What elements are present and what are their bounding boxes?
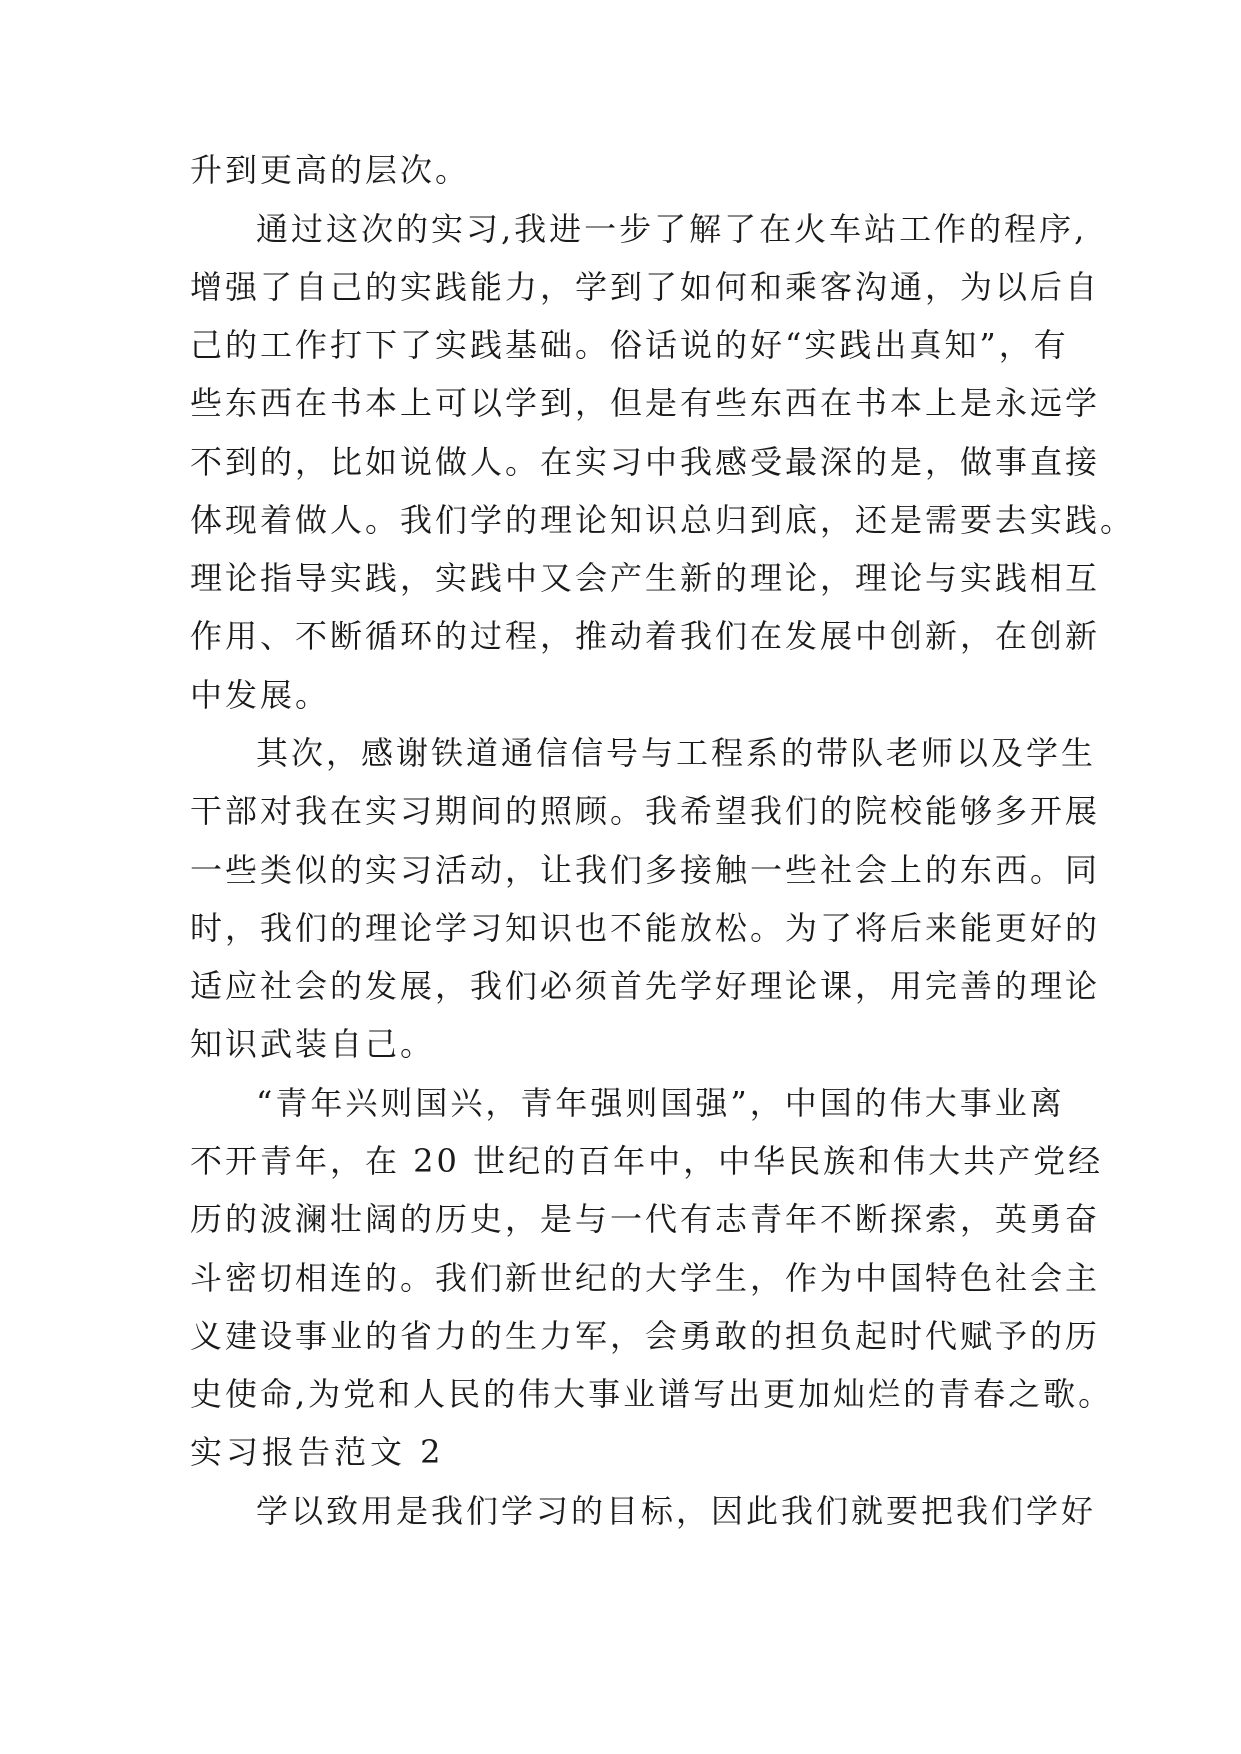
text-line: 作用、不断循环的过程，推动着我们在发展中创新，在创新 xyxy=(190,617,1101,655)
text-line: 增强了自己的实践能力，学到了如何和乘客沟通，为以后自 xyxy=(190,268,1101,306)
text-line: 一些类似的实习活动，让我们多接触一些社会上的东西。同 xyxy=(190,851,1101,889)
text-line: 体现着做人。我们学的理论知识总归到底，还是需要去实践。 xyxy=(190,501,1136,539)
paragraph-first-line: 其次，感谢铁道通信信号与工程系的带队老师以及学生 xyxy=(256,734,1097,772)
text-line: 义建设事业的省力的生力军，会勇敢的担负起时代赋予的历 xyxy=(190,1317,1101,1355)
text-line: 干部对我在实习期间的照顾。我希望我们的院校能够多开展 xyxy=(190,792,1101,830)
text-line: 知识武装自己。 xyxy=(190,1025,436,1063)
paragraph-first-line: 通过这次的实习,我进一步了解了在火车站工作的程序, xyxy=(256,210,1088,248)
paragraph-first-line: “青年兴则国兴，青年强则国强”，中国的伟大事业离 xyxy=(256,1084,1065,1122)
text-line: 史使命,为党和人民的伟大事业谱写出更加灿烂的青春之歌。 xyxy=(190,1375,1114,1413)
text-line: 不开青年，在 20 世纪的百年中，中华民族和伟大共产党经 xyxy=(190,1142,1104,1180)
text-line: 斗密切相连的。我们新世纪的大学生，作为中国特色社会主 xyxy=(190,1259,1101,1297)
paragraph-first-line: 学以致用是我们学习的目标，因此我们就要把我们学好 xyxy=(256,1492,1097,1530)
text-line: 中发展。 xyxy=(190,676,331,714)
text-line: 时，我们的理论学习知识也不能放松。为了将后来能更好的 xyxy=(190,909,1101,947)
text-line: 些东西在书本上可以学到，但是有些东西在书本上是永远学 xyxy=(190,384,1101,422)
text-line: 理论指导实践，实践中又会产生新的理论，理论与实践相互 xyxy=(190,559,1101,597)
text-line: 己的工作打下了实践基础。俗话说的好“实践出真知”，有 xyxy=(190,326,1069,364)
text-line: 升到更高的层次。 xyxy=(190,151,471,189)
text-line: 历的波澜壮阔的历史，是与一代有志青年不断探索，英勇奋 xyxy=(190,1200,1101,1238)
section-heading: 实习报告范文 2 xyxy=(190,1433,445,1471)
text-line: 适应社会的发展，我们必须首先学好理论课，用完善的理论 xyxy=(190,967,1101,1005)
text-line: 不到的，比如说做人。在实习中我感受最深的是，做事直接 xyxy=(190,443,1101,481)
